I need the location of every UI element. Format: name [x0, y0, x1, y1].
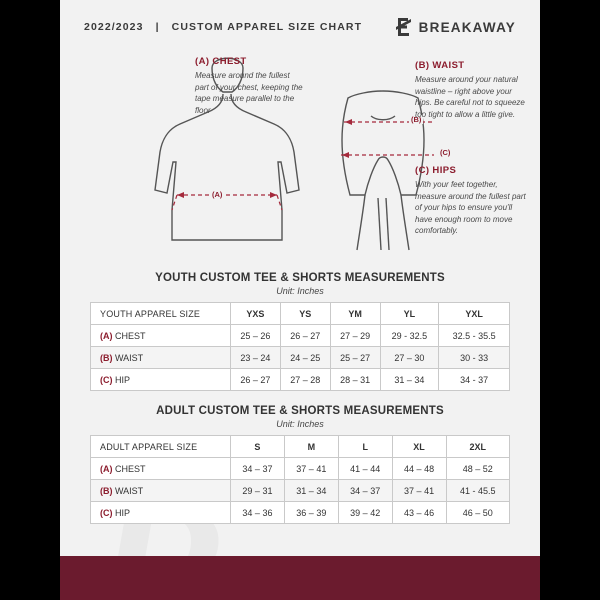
youth-cell-0-0: 25 – 26 — [231, 325, 281, 347]
table-row — [91, 325, 510, 347]
table-row — [91, 480, 510, 502]
youth-cell-2-1: 27 – 28 — [280, 369, 330, 391]
adult-cell-2-2: 39 – 42 — [338, 502, 392, 524]
adult-header-3: L — [338, 436, 392, 458]
adult-row-2-name: HIP — [115, 507, 131, 518]
adult-row-0-name: CHEST — [115, 463, 146, 474]
youth-row-1-label — [91, 347, 231, 369]
adult-header-5: 2XL — [446, 436, 510, 458]
adult-row-2-label — [91, 502, 231, 524]
youth-header-0: YOUTH APPAREL SIZE — [91, 303, 231, 325]
adult-cell-0-2: 41 – 44 — [338, 458, 392, 480]
waist-tag: (B) — [411, 115, 422, 124]
youth-row-2-code: (C) — [100, 374, 113, 385]
youth-cell-1-1: 24 – 25 — [280, 347, 330, 369]
note-waist-title: (B) WAIST — [415, 60, 465, 71]
youth-header-4: YL — [380, 303, 439, 325]
adult-cell-1-3: 37 – 41 — [392, 480, 446, 502]
youth-row-1-name: WAIST — [115, 352, 144, 363]
youth-row-2-name: HIP — [115, 374, 131, 385]
note-hips — [415, 165, 530, 237]
adult-header-2: M — [284, 436, 338, 458]
adult-cell-1-1: 31 – 34 — [284, 480, 338, 502]
adult-row-2-code: (C) — [100, 507, 113, 518]
adult-cell-1-2: 34 – 37 — [338, 480, 392, 502]
note-chest — [195, 56, 305, 116]
adult-cell-2-1: 36 – 39 — [284, 502, 338, 524]
youth-cell-2-3: 31 – 34 — [380, 369, 439, 391]
adult-row-0-code: (A) — [100, 463, 113, 474]
youth-cell-0-4: 32.5 - 35.5 — [439, 325, 510, 347]
youth-cell-1-2: 25 – 27 — [330, 347, 380, 369]
adult-header-0: ADULT APPAREL SIZE — [91, 436, 231, 458]
adult-cell-0-1: 37 – 41 — [284, 458, 338, 480]
table-row — [91, 502, 510, 524]
adult-header-1: S — [231, 436, 285, 458]
adult-row-1-label — [91, 480, 231, 502]
youth-cell-0-3: 29 - 32.5 — [380, 325, 439, 347]
youth-section — [90, 272, 510, 391]
note-hips-title: (C) HIPS — [415, 165, 457, 176]
youth-row-0-code: (A) — [100, 330, 113, 341]
youth-header-3: YM — [330, 303, 380, 325]
youth-row-0-name: CHEST — [115, 330, 146, 341]
brand — [395, 17, 516, 37]
adult-cell-2-0: 34 – 36 — [231, 502, 285, 524]
adult-section — [90, 405, 510, 524]
adult-cell-0-0: 34 – 37 — [231, 458, 285, 480]
youth-cell-2-0: 26 – 27 — [231, 369, 281, 391]
youth-cell-1-3: 27 – 30 — [380, 347, 439, 369]
adult-row-1-name: WAIST — [115, 485, 144, 496]
youth-cell-2-4: 34 - 37 — [439, 369, 510, 391]
header-title-group — [84, 21, 362, 33]
youth-row-0-label — [91, 325, 231, 347]
youth-table — [90, 302, 510, 391]
adult-cell-0-4: 48 – 52 — [446, 458, 510, 480]
youth-header-5: YXL — [439, 303, 510, 325]
youth-title: YOUTH CUSTOM TEE & SHORTS MEASUREMENTS — [155, 272, 445, 284]
size-chart-page — [60, 0, 540, 600]
table-header-row — [91, 436, 510, 458]
page-title: CUSTOM APPAREL SIZE CHART — [171, 21, 363, 33]
youth-row-1-code: (B) — [100, 352, 113, 363]
header-year: 2022/2023 — [84, 21, 144, 33]
note-hips-body: With your feet together, measure around the fullest part of your hips to ensure you'll have enough room to move comfortably. — [415, 180, 526, 236]
adult-header-4: XL — [392, 436, 446, 458]
adult-subtitle: Unit: Inches — [276, 419, 324, 429]
adult-cell-2-4: 46 – 50 — [446, 502, 510, 524]
adult-table — [90, 435, 510, 524]
adult-cell-2-3: 43 – 46 — [392, 502, 446, 524]
adult-cell-1-4: 41 - 45.5 — [446, 480, 510, 502]
adult-cell-1-0: 29 – 31 — [231, 480, 285, 502]
measurement-diagram — [60, 50, 540, 265]
table-header-row — [91, 303, 510, 325]
note-waist-body: Measure around your natural waistline – right above your hips. Be careful not to squeeze too tight to allow a little give. — [415, 75, 525, 119]
adult-title: ADULT CUSTOM TEE & SHORTS MEASUREMENTS — [156, 405, 444, 417]
footer-bar — [60, 556, 540, 600]
adult-row-1-code: (B) — [100, 485, 113, 496]
note-waist — [415, 60, 530, 120]
note-chest-body: Measure around the fullest part of your chest, keeping the tape measure parallel to the floor — [195, 71, 303, 115]
chest-tag: (A) — [212, 190, 223, 199]
adult-row-0-label — [91, 458, 231, 480]
table-row — [91, 347, 510, 369]
note-chest-title: (A) CHEST — [195, 56, 247, 67]
youth-header-1: YXS — [231, 303, 281, 325]
b-logo-icon — [395, 17, 412, 37]
header-separator: | — [155, 21, 160, 33]
youth-cell-0-2: 27 – 29 — [330, 325, 380, 347]
hips-tag: (C) — [440, 148, 451, 157]
youth-cell-0-1: 26 – 27 — [280, 325, 330, 347]
youth-cell-1-0: 23 – 24 — [231, 347, 281, 369]
youth-subtitle: Unit: Inches — [276, 286, 324, 296]
youth-cell-1-4: 30 - 33 — [439, 347, 510, 369]
youth-cell-2-2: 28 – 31 — [330, 369, 380, 391]
table-row — [91, 369, 510, 391]
brand-name: BREAKAWAY — [418, 19, 516, 35]
table-row — [91, 458, 510, 480]
page-header — [60, 0, 540, 54]
adult-cell-0-3: 44 – 48 — [392, 458, 446, 480]
youth-row-2-label — [91, 369, 231, 391]
youth-header-2: YS — [280, 303, 330, 325]
